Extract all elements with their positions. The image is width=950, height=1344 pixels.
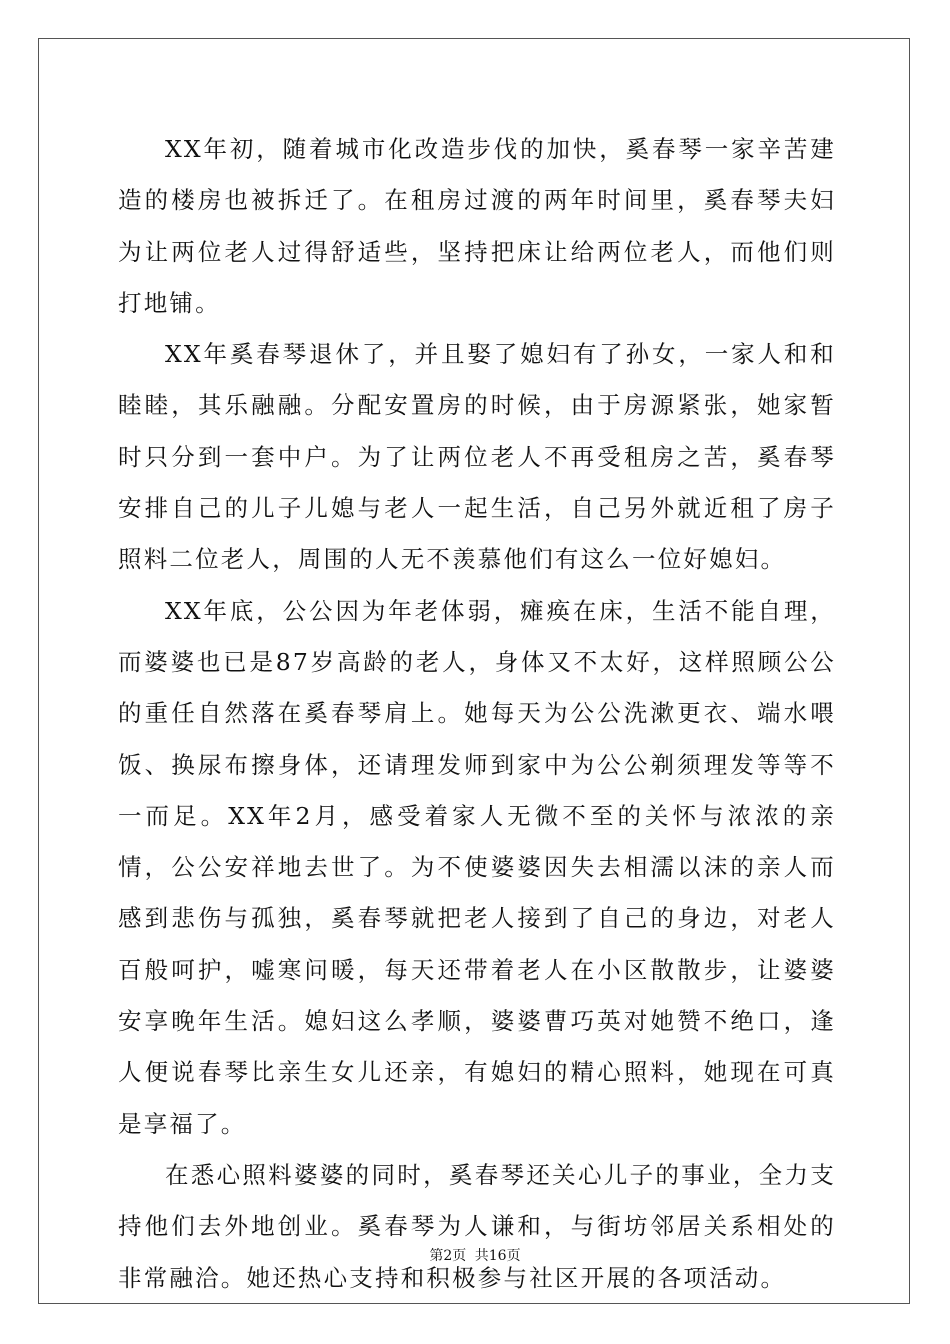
page-number: 第2页 <box>429 1248 467 1264</box>
paragraph-1: XX年初，随着城市化改造步伐的加快，奚春琴一家辛苦建造的楼房也被拆迁了。在租房过渡的两年时间里，奚春琴夫妇为让两位老人过得舒适些，坚持把床让给两位老人，而他们则打地铺。 <box>118 135 836 317</box>
paragraph-4: 在悉心照料婆婆的同时，奚春琴还关心儿子的事业，全力支持他们去外地创业。奚春琴为人谦和，与街坊邻居关系相处的非常融洽。她还热心支持和积极参与社区开展的各项活动。 <box>118 1160 836 1292</box>
document-body <box>118 124 836 1304</box>
paragraph-2: XX年奚春琴退休了，并且娶了媳妇有了孙女，一家人和和睦睦，其乐融融。分配安置房的时候，由于房源紧张，她家暂时只分到一套中户。为了让两位老人不再受租房之苦，奚春琴安排自己的儿子儿媳与老人一起生活，自己另外就近租了房子照料二位老人，周围的人无不羡慕他们有这么一位好媳妇。 <box>118 340 836 574</box>
paragraph-3: XX年底，公公因为年老体弱，瘫痪在床，生活不能自理，而婆婆也已是87岁高龄的老人，身体又不太好，这样照顾公公的重任自然落在奚春琴肩上。她每天为公公洗漱更衣、端水喂饭、换尿布擦身体，还请理发师到家中为公公剃须理发等等不一而足。XX年2月，感受着家人无微不至的关怀与浓浓的亲情，公公安祥地去世了。为不使婆婆因失去相濡以沫的亲人而感到悲伤与孤独，奚春琴就把老人接到了自己的身边，对老人百般呵护，嘘寒问暖，每天还带着老人在小区散散步，让婆婆安享晚年生活。媳妇这么孝顺，婆婆曹巧英对她赞不绝口，逢人便说春琴比亲生女儿还亲，有媳妇的精心照料，她现在可真是享福了。 <box>118 596 836 1138</box>
page-total: 共16页 <box>474 1248 521 1264</box>
page-footer <box>0 1247 950 1265</box>
